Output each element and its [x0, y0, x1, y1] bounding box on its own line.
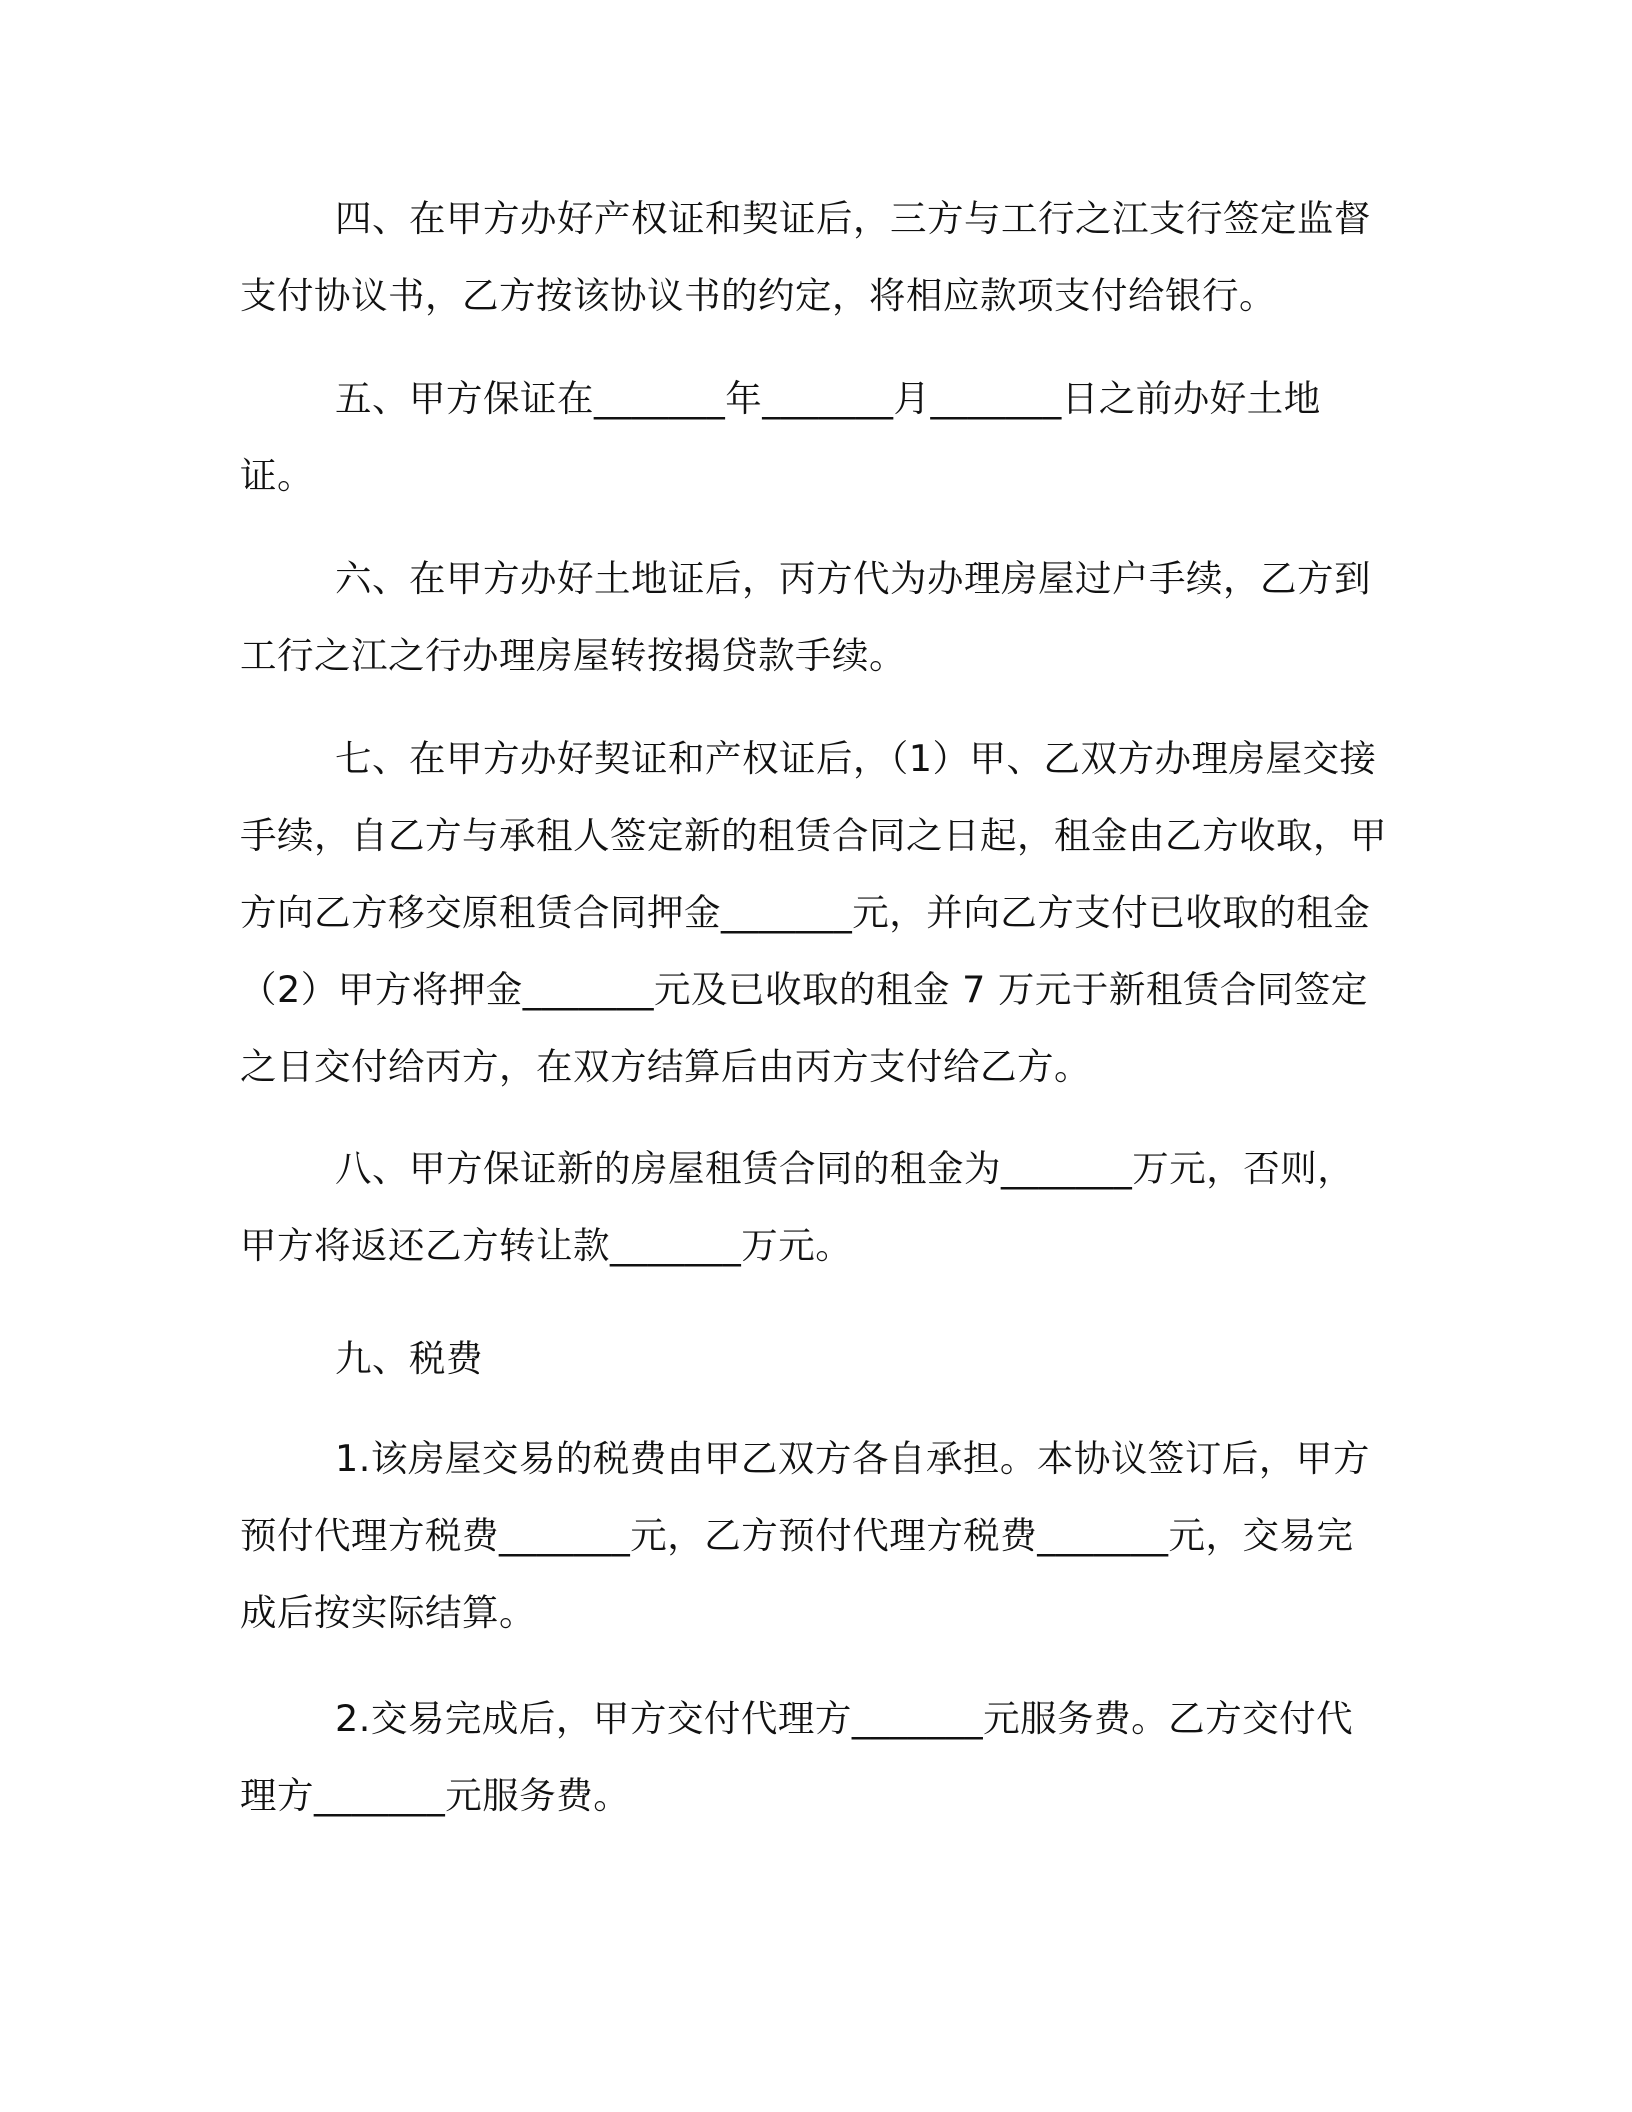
tax-item-one-paragraph: 1.该房屋交易的税费由甲乙双方各自承担。本协议签订后，甲方预付代理方税费_______元，乙方预付代理方税费_______元，交易完成后按实际结算。: [240, 1437, 1370, 1634]
clause-five-paragraph: 五、甲方保证在_______年_______月_______日之前办好土地证。: [240, 377, 1321, 497]
clause-four-paragraph: 四、在甲方办好产权证和契证后，三方与工行之江支行签定监督支付协议书，乙方按该协议书的约定，将相应款项支付给银行。: [240, 197, 1371, 317]
clause-eight-paragraph: 八、甲方保证新的房屋租赁合同的租金为_______万元，否则，甲方将返还乙方转让款_______万元。: [240, 1147, 1355, 1267]
clause-nine-heading: 九、税费: [335, 1337, 483, 1380]
clause-seven-paragraph: 七、在甲方办好契证和产权证后，（1）甲、乙双方办理房屋交接手续，自乙方与承租人签定新的租赁合同之日起，租金由乙方收取，甲方向乙方移交原租赁合同押金_______元，并向乙方支付已收取的租金（2）甲方将押金_______元及已收取的租金 7 万元于新租赁合同签定之日交付给丙方，在双方结算后由丙方支付给乙方。: [240, 737, 1387, 1088]
tax-item-two-paragraph: 2.交易完成后，甲方交付代理方_______元服务费。乙方交付代理方_______元服务费。: [240, 1697, 1354, 1817]
clause-six-paragraph: 六、在甲方办好土地证后，丙方代为办理房屋过户手续，乙方到工行之江之行办理房屋转按揭贷款手续。: [240, 557, 1371, 677]
